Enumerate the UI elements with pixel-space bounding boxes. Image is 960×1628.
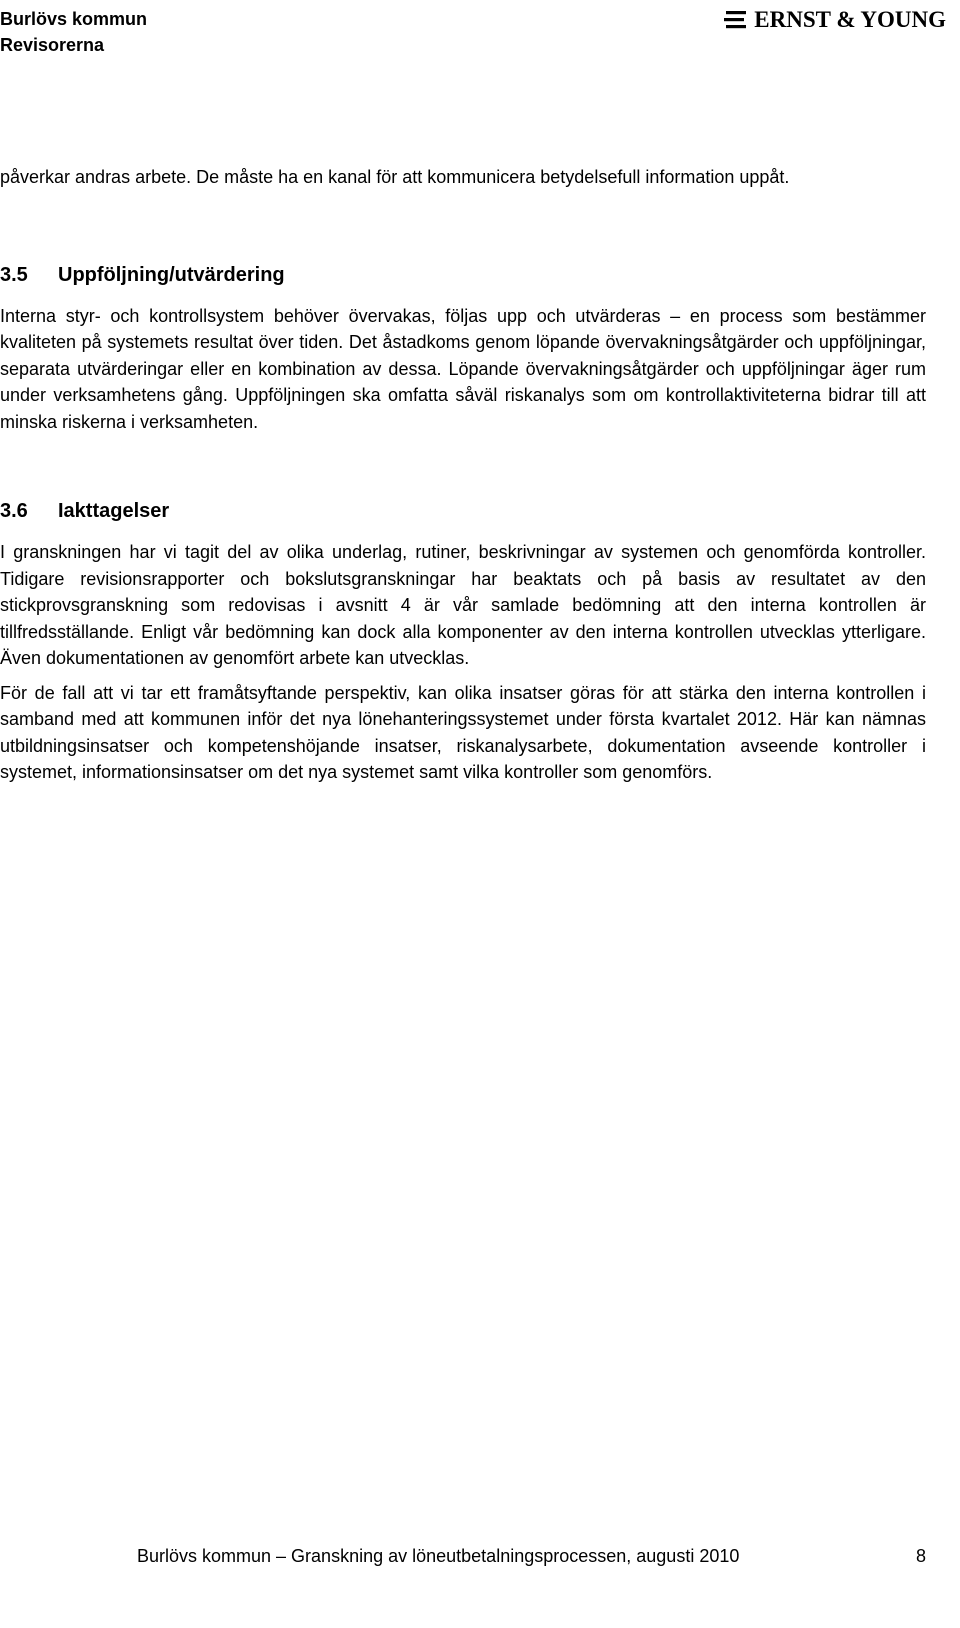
section-number: 3.5: [0, 263, 28, 286]
section-number: 3.6: [0, 500, 28, 522]
footer-text: Burlövs kommun – Granskning av löneutbetalningsprocessen, augusti 2010: [137, 1546, 740, 1566]
paragraph-iakttagelser-2: För de fall att vi tar ett framåtsyftande perspektiv, kan olika insatser göras för att stärka den interna kontrollen i samband med att kommunen inför det nya lönehanteringssystemet under första kvartalet 2012. Här kan nämnas utbildningsinsatser och kompetenshöjande insatser, riskanalysarbete, dokumentation avseende kontroller i systemet, informationsinsatser om det nya systemet samt vilka kontroller som genomförs.: [0, 682, 926, 782]
header-dept: Revisorerna: [0, 35, 105, 55]
paragraph-iakttagelser-1: I granskningen har vi tagit del av olika underlag, rutiner, beskrivningar av systemen och genomförda kontroller. Tidigare revisionsrapporter och bokslutsgranskningar har beaktats och på basis av resultatet av den stickprovsgranskning som redovisas i avsnitt 4 är vår samlade bedömning att den interna kontrollen är tillfredsställande. Enligt vår bedömning kan dock alla komponenter av den interna kontrollen utvecklas ytterligare. Även dokumentationen av genomfört arbete kan utvecklas.: [0, 542, 926, 668]
header-org: Burlövs kommun: [0, 9, 148, 29]
page-header: [0, 6, 960, 62]
paragraph-uppfoljning: Interna styr- och kontrollsystem behöver övervakas, följas upp och utvärderas – en process som bestämmer kvaliteten på systemets resultat över tiden. Det åstadkoms genom löpande övervakningsåtgärder och uppföljningar, separata utvärderingar eller en kombination av dessa. Löpande övervakningsåtgärder och uppföljningar äger rum under verksamhetens gång. Uppföljningen ska omfatta såväl riskanalys som om kontrollaktiviteterna bidrar till att minska riskerna i verksamheten.: [0, 305, 926, 432]
section-title: Iakttagelser: [58, 500, 170, 522]
paragraph-continuation: påverkar andras arbete. De måste ha en kanal för att kommunicera betydelsefull information uppåt.: [0, 167, 790, 187]
ey-bars-icon: [724, 10, 748, 30]
section-heading-3-5: [0, 261, 926, 289]
section-heading-3-6: [0, 497, 926, 525]
logo-text: ERNST & YOUNG: [754, 7, 946, 32]
ernst-young-logo: [724, 8, 946, 32]
document-body: [0, 164, 926, 786]
header-org-block: [0, 6, 147, 58]
page-number: 8: [915, 1546, 926, 1566]
section-title: Uppföljning/utvärdering: [58, 263, 285, 286]
